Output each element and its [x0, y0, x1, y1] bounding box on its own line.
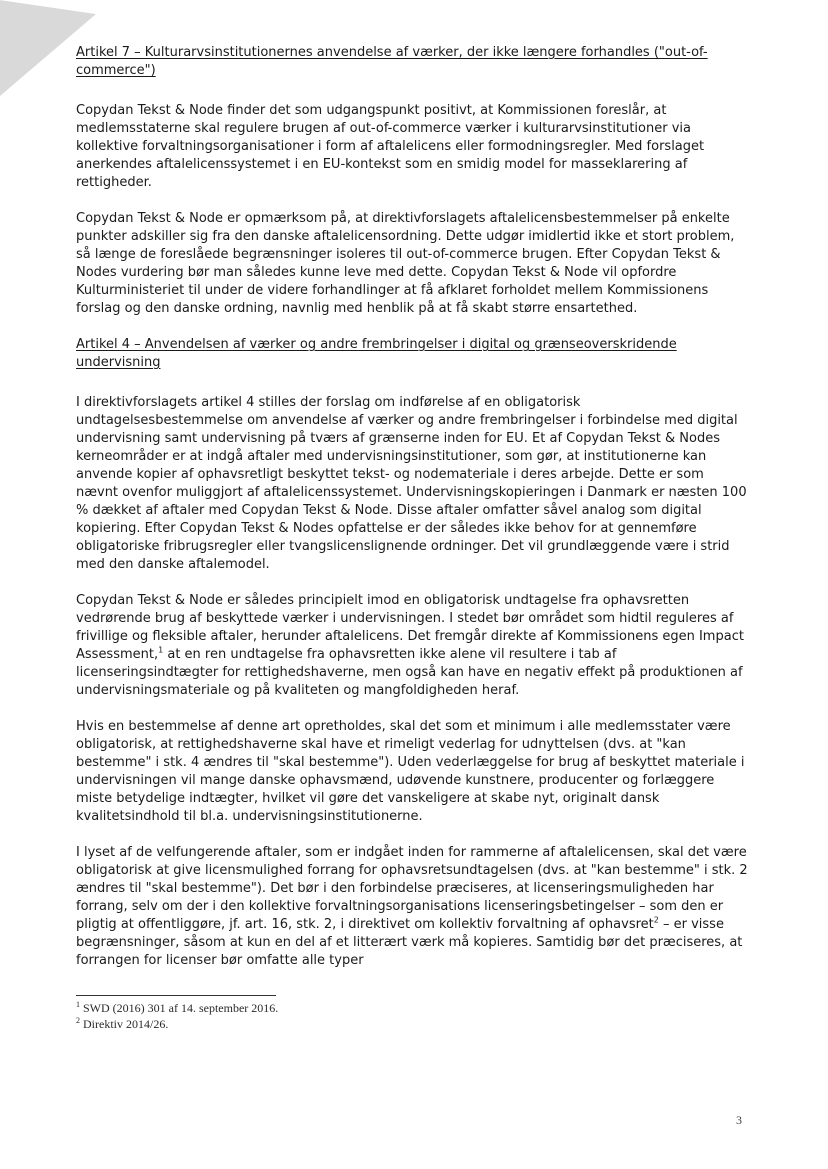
footnote-text: SWD (2016) 301 af 14. september 2016.	[83, 1001, 279, 1015]
footnote-ref-2: 2	[653, 915, 659, 925]
footnote-ref-1: 1	[158, 645, 164, 655]
paragraph-text: I lyset af de velfungerende aftaler, som er indgået inden for rammerne af aftalelicensen, skal det være obligatorisk at give licensmulighed forrang for ophavsretsundtagelsen (dvs. at "kan bestemme" i stk. 2 ændres til "skal bestemme"). Det bør i den forbindelse præciseres, at licenseringsmuligheden har forrang, selv om der i den kollektive forvaltningsorganisations licenseringsbetingelser – som den er pligtig at offentliggøre, jf. art. 16, stk. 2, i direktivet om kollektiv forvaltning af ophavsret	[76, 845, 748, 932]
paragraph-article-4-license-priority	[76, 844, 748, 970]
footnote-number: 1	[76, 1000, 80, 1009]
paragraph-text: – er visse begrænsninger, såsom at kun en del af et litterært værk må kopieres. Samtidig bør det præciseres, at forrangen for licenser bør omfatte alle typer	[76, 917, 743, 968]
footnote-1	[76, 1000, 748, 1016]
paragraph-text: at en ren undtagelse fra ophavsretten ikke alene vil resultere i tab af licenseringsindtægter for rettighedshaverne, men også kan have en negativ effekt på produktionen af undervisningsmateriale og på kvaliteten og mangfoldigheden heraf.	[76, 647, 743, 698]
section-heading-article-4: Artikel 4 – Anvendelsen af værker og andre frembringelser i digital og grænseoverskridende undervisning	[76, 337, 677, 370]
footnote-number: 2	[76, 1016, 80, 1025]
footnote-divider	[76, 995, 276, 996]
paragraph-article-7-licensing: Copydan Tekst & Node er opmærksom på, at direktivforslagets aftalelicensbestemmelser på enkelte punkter adskiller sig fra den danske aftalelicensordning. Dette udgør imidlertid ikke et stort problem, så længe de foreslåede begrænsninger isoleres til out-of-commerce brugen. Efter Copydan Tekst & Nodes vurdering bør man således kunne leve med dette. Copydan Tekst & Node vil opfordre Kulturministeriet til under de videre forhandlinger at få afklaret forholdet mellem Kommissionens forslag og den danske ordning, navnlig med henblik på at få skabt større ensartethed.	[76, 211, 735, 316]
section-heading-article-7: Artikel 7 – Kulturarvsinstitutionernes anvendelse af værker, der ikke længere forhandles ("out-of-commerce")	[76, 45, 708, 78]
paragraph-article-4-opposition	[76, 592, 748, 700]
paragraph-text: Copydan Tekst & Node er således principielt imod en obligatorisk undtagelse fra ophavsretten vedrørende brug af beskyttede værker i undervisningen. I stedet bør området som hidtil reguleres af frivillige og fleksible aftaler, herunder aftalelicens. Det fremgår direkte af Kommissionens egen Impact Assessment,	[76, 593, 744, 662]
footnote-text: Direktiv 2014/26.	[83, 1017, 169, 1031]
page-number: 3	[736, 1113, 742, 1127]
footnotes	[76, 1000, 748, 1032]
paragraph-article-7-intro: Copydan Tekst & Node finder det som udgangspunkt positivt, at Kommissionen foreslår, at medlemsstaterne skal regulere brugen af out-of-commerce værker i kulturarvsinstitutioner via kollektive forvaltningsorganisationer i form af aftalelicens eller formodningsregler. Med forslaget anerkendes aftalelicenssystemet i en EU-kontekst som en smidig model for masseklarering af rettigheder.	[76, 103, 705, 190]
footnote-2	[76, 1016, 748, 1032]
document-page	[76, 44, 748, 988]
paragraph-article-4-proposal: I direktivforslagets artikel 4 stilles der forslag om indførelse af en obligatorisk undtagelsesbestemmelse om anvendelse af værker og andre frembringelser i forbindelse med digital undervisning samt undervisning på tværs af grænserne inden for EU. Et af Copydan Tekst & Nodes kerneområder er at indgå aftaler med undervisningsinstitutioner, som gør, at institutionerne kan anvende kopier af ophavsretligt beskyttet tekst- og nodemateriale i deres arbejde. Dette er som nævnt ovenfor muliggjort af aftalelicenssystemet. Undervisningskopieringen i Danmark er næsten 100 % dækket af aftaler med Copydan Tekst & Node. Disse aftaler omfatter såvel analog som digital kopiering. Efter Copydan Tekst & Nodes opfattelse er der således ikke behov for at gennemføre obligatoriske fribrugsregler eller tvangslicenslignende ordninger. Det vil grundlæggende være i strid med den danske aftalemodel.	[76, 395, 747, 572]
paragraph-article-4-minimum: Hvis en bestemmelse af denne art opretholdes, skal det som et minimum i alle medlemsstater være obligatorisk, at rettighedshaverne skal have et rimeligt vederlag for udnyttelsen (dvs. at "kan bestemme" i stk. 4 ændres til "skal bestemme"). Uden vederlæggelse for brug af beskyttet materiale i undervisningen vil mange danske ophavsmænd, udøvende kunstnere, producenter og forlæggere miste betydelige indtægter, hvilket vil gøre det vanskeligere at skabe nyt, originalt dansk kvalitetsindhold til bl.a. undervisningsinstitutionerne.	[76, 719, 745, 824]
